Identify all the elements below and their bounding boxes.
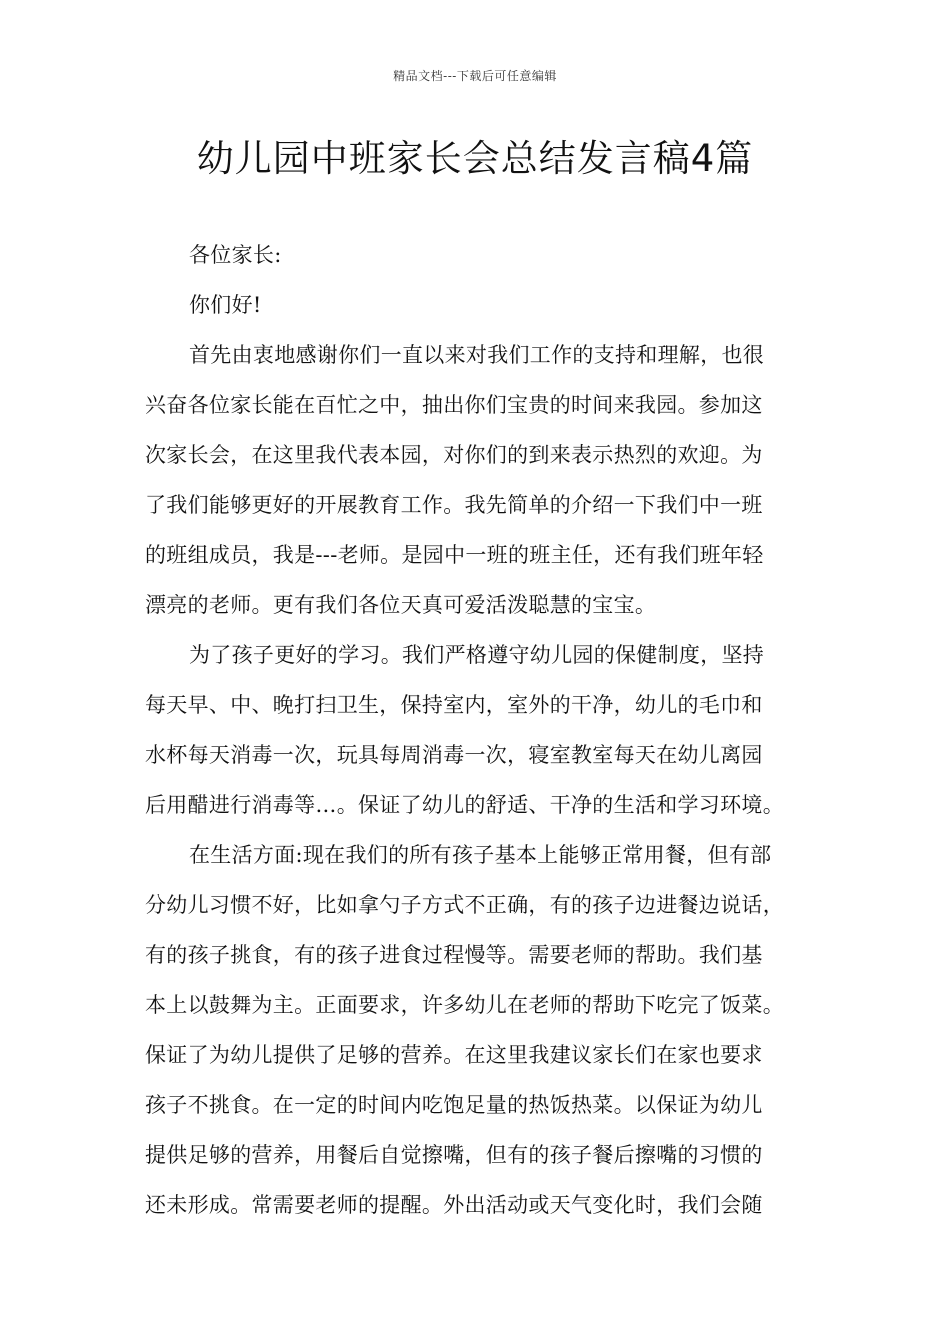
body-line: 首先由衷地感谢你们一直以来对我们工作的支持和理解，也很 bbox=[189, 343, 765, 367]
body-line: 分幼儿习惯不好，比如拿勺子方式不正确，有的孩子边进餐边说话， bbox=[145, 893, 784, 917]
body-line: 提供足够的营养，用餐后自觉擦嘴，但有的孩子餐后擦嘴的习惯的 bbox=[145, 1143, 763, 1167]
body-line: 本上以鼓舞为主。正面要求，许多幼儿在老师的帮助下吃完了饭菜。 bbox=[145, 993, 784, 1017]
body-line: 后用醋进行消毒等…。保证了幼儿的舒适、干净的生活和学习环境。 bbox=[145, 793, 784, 817]
body-line: 各位家长: bbox=[189, 243, 282, 267]
body-line: 的班组成员，我是---老师。是园中一班的班主任，还有我们班年轻 bbox=[145, 543, 764, 567]
body-line: 为了孩子更好的学习。我们严格遵守幼儿园的保健制度，坚持 bbox=[189, 643, 765, 667]
body-line: 保证了为幼儿提供了足够的营养。在这里我建议家长们在家也要求 bbox=[145, 1043, 763, 1067]
header-note: 精品文档---下载后可任意编辑 bbox=[393, 69, 557, 83]
body-line: 你们好! bbox=[189, 293, 262, 317]
body-line: 兴奋各位家长能在百忙之中，抽出你们宝贵的时间来我园。参加这 bbox=[145, 393, 763, 417]
body-line: 还未形成。常需要老师的提醒。外出活动或天气变化时，我们会随 bbox=[145, 1193, 763, 1217]
body-line: 在生活方面:现在我们的所有孩子基本上能够正常用餐，但有部 bbox=[189, 843, 772, 867]
body-line: 孩子不挑食。在一定的时间内吃饱足量的热饭热菜。以保证为幼儿 bbox=[145, 1093, 763, 1117]
body-line: 次家长会，在这里我代表本园，对你们的到来表示热烈的欢迎。为 bbox=[145, 443, 763, 467]
body-line: 每天早、中、晚打扫卫生，保持室内，室外的干净，幼儿的毛巾和 bbox=[145, 693, 763, 717]
document-body bbox=[145, 230, 815, 1230]
body-line: 有的孩子挑食，有的孩子进食过程慢等。需要老师的帮助。我们基 bbox=[145, 943, 763, 967]
body-line: 了我们能够更好的开展教育工作。我先简单的介绍一下我们中一班 bbox=[145, 493, 763, 517]
body-line: 水杯每天消毒一次，玩具每周消毒一次，寝室教室每天在幼儿离园 bbox=[145, 743, 763, 767]
document-title: 幼儿园中班家长会总结发言稿4篇 bbox=[196, 137, 754, 180]
body-line: 漂亮的老师。更有我们各位天真可爱活泼聪慧的宝宝。 bbox=[145, 593, 657, 617]
